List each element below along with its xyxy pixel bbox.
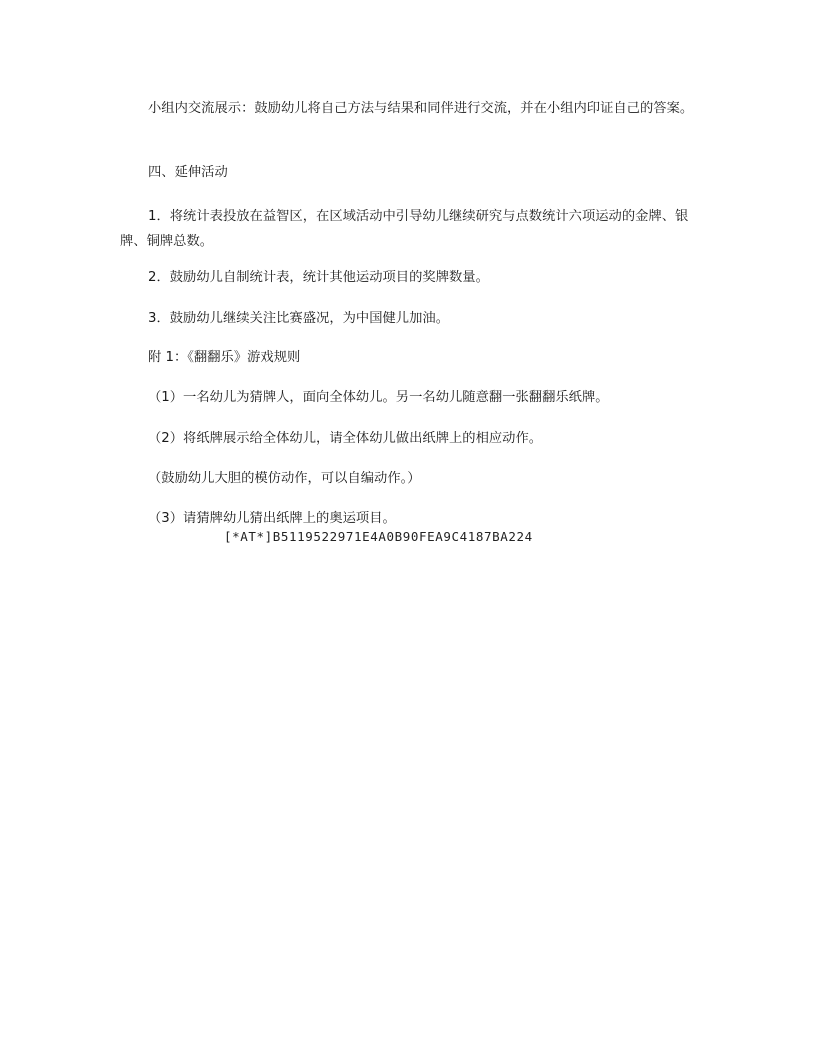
- paragraph-item-1: 1．将统计表投放在益智区，在区域活动中引导幼儿继续研究与点数统计六项运动的金牌、银牌、铜牌总数。: [120, 209, 689, 249]
- tracking-code: [*AT*]B5119522971E4A0B90FEA9C4187BA224: [224, 529, 533, 544]
- appendix-heading: 附 1：《翻翻乐》游戏规则: [148, 350, 301, 365]
- paragraph-item-3: 3．鼓励幼儿继续关注比赛盛况，为中国健儿加油。: [148, 311, 449, 326]
- section-heading-extension-activity: 四、延伸活动: [148, 165, 228, 180]
- rule-note: （鼓励幼儿大胆的模仿动作，可以自编动作。）: [148, 471, 421, 486]
- paragraph-group-sharing: 小组内交流展示：鼓励幼儿将自己方法与结果和同伴进行交流，并在小组内印证自己的答案。: [148, 101, 694, 116]
- rule-item-3: （3）请猜牌幼儿猜出纸牌上的奥运项目。: [148, 511, 396, 526]
- rule-item-2: （2）将纸牌展示给全体幼儿，请全体幼儿做出纸牌上的相应动作。: [148, 431, 543, 446]
- paragraph-item-2: 2．鼓励幼儿自制统计表，统计其他运动项目的奖牌数量。: [148, 270, 489, 285]
- rule-item-1: （1）一名幼儿为猜牌人，面向全体幼儿。另一名幼儿随意翻一张翻翻乐纸牌。: [148, 390, 609, 405]
